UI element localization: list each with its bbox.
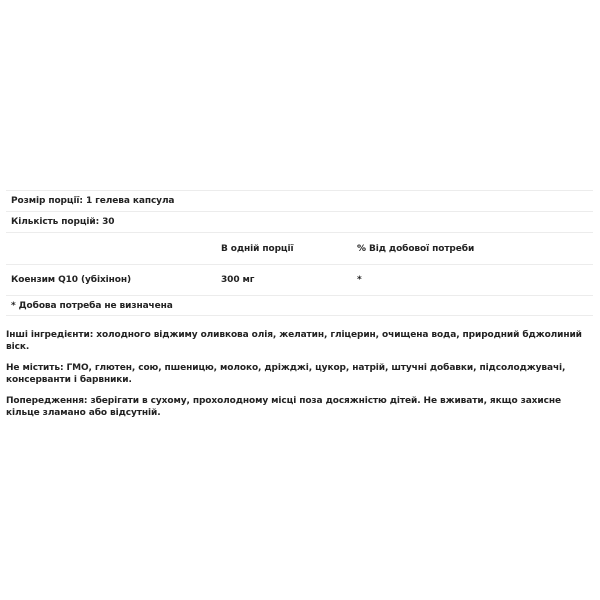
- serving-size-label: Розмір порції: 1 гелева капсула: [11, 196, 175, 206]
- footnote-row: [6, 295, 593, 316]
- servings-per-container-label: Кількість порцій: 30: [11, 217, 115, 227]
- daily-value-footnote: * Добова потреба не визначена: [11, 301, 173, 311]
- serving-size-row: [6, 190, 593, 211]
- table-row: [6, 264, 593, 295]
- warning-text: Попередження: зберігати в сухому, прохолодному місці поза досяжністю дітей. Не вживати, якщо захисне кільце зламано або відсутній.: [6, 396, 561, 418]
- table-header-row: [6, 232, 593, 264]
- header-amount-per-serving: В одній порції: [221, 244, 294, 254]
- other-ingredients-text: Інші інгредієнти: холодного віджиму оливкова олія, желатин, гліцерин, очищена вода, природний бджолиний віск.: [6, 330, 582, 352]
- header-daily-value: % Від добової потреби: [357, 244, 475, 254]
- ingredient-amount: 300 мг: [221, 275, 255, 285]
- does-not-contain-text: Не містить: ГМО, глютен, сою, пшеницю, молоко, дріжджі, цукор, натрій, штучні добавки, підсолоджувачі, консерванти і барвники.: [6, 363, 566, 385]
- product-notes: [6, 330, 586, 429]
- supplement-facts-table: [6, 190, 593, 316]
- servings-per-container-row: [6, 211, 593, 232]
- ingredient-name: Коензим Q10 (убіхінон): [11, 275, 131, 285]
- ingredient-daily-value: *: [357, 275, 362, 285]
